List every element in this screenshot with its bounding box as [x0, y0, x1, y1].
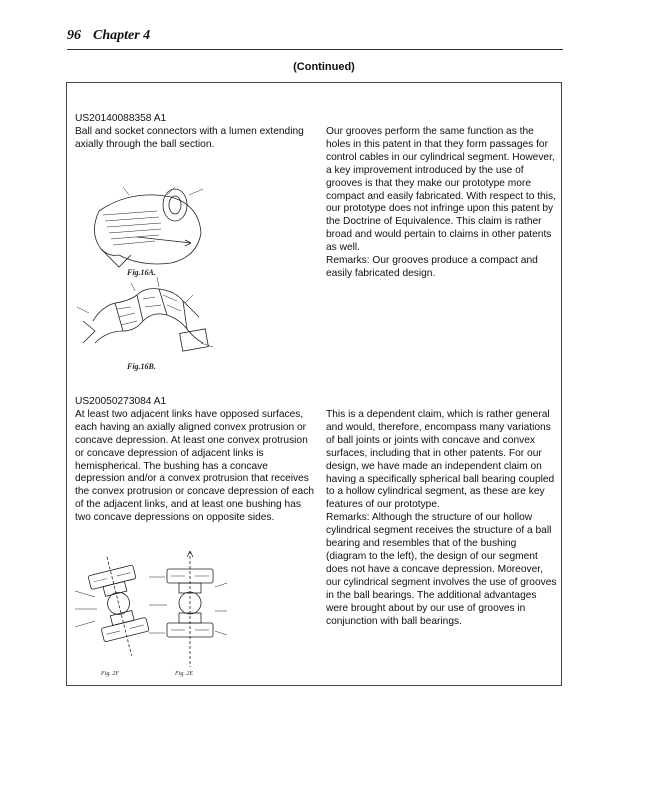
continued-label: (Continued): [293, 61, 355, 73]
row1-remarks: Remarks: Our grooves produce a compact and easily fabricated design.: [326, 255, 538, 279]
ball-socket-illustration: [71, 171, 221, 371]
patent-table: [66, 82, 562, 686]
header-rule: [67, 49, 563, 50]
row2-remarks: Remarks: Although the structure of our hollow cylindrical segment receives the structure of a ball bearing and resembles that of the bushing (diagram to the left), the design of our segment does not have a concave depression. Moreover, our cylindrical segment involves the use of grooves in the ball bearings. The additional advantages were brought about by our use of grooves in conjunction with ball bearings.: [326, 512, 557, 627]
row1-claim-text: Ball and socket connectors with a lumen extending axially through the ball section.: [75, 125, 304, 150]
fig-16a-caption: Fig.16A.: [127, 268, 156, 277]
row2-figure: [71, 547, 231, 682]
row1-patent-id: US20140088358 A1: [75, 113, 167, 124]
row1-figure: [71, 171, 221, 371]
row1-analysis-cell: [326, 126, 556, 281]
chapter-title: Chapter 4: [93, 28, 151, 43]
row2-claim-text: At least two adjacent links have opposed surfaces, each having an axially aligned convex protrusion or concave depression. At least one convex protrusion or concave depression of adjacent links is hemispherical. The bushing has a concave depression and/or a convex protrusion that receives the convex protrusion or concave depression of each of the adjacent links, and at least one bushing has two concave depressions on opposite sides.: [75, 408, 314, 524]
row2-claim-cell: [75, 396, 317, 525]
fig-16b-caption: Fig.16B.: [127, 362, 156, 371]
fig-2f-caption: Fig. 2F: [101, 671, 119, 677]
row2-patent-id: US20050273084 A1: [75, 396, 167, 407]
running-head: [67, 28, 162, 44]
row2-analysis-cell: [326, 409, 558, 628]
row1-claim-cell: [75, 113, 315, 152]
page-number: 96: [67, 28, 81, 43]
row1-analysis-text: Our grooves perform the same function as the holes in this patent in that they form passages for control cables in our cylindrical segment. However, a key improvement introduced by the use of grooves is that they make our prototype more compact and easily fabricated. With respect to this, our prototype does not infringe upon this patent by the Doctrine of Equivalence. This claim is rather broad and would pertain to claims in other patents as well.: [326, 126, 556, 254]
fig-2e-caption: Fig. 2E: [175, 671, 193, 677]
links-bushing-illustration: [71, 547, 231, 682]
row2-analysis-text: This is a dependent claim, which is rather general and would, therefore, encompass many variations of ball joints or joints with concave and convex surfaces, including that in other patents. For our design, we have made an independent claim on having a specifically spherical ball bearing coupled to a hollow cylindrical segment, as these are key features of our prototype.: [326, 409, 555, 511]
